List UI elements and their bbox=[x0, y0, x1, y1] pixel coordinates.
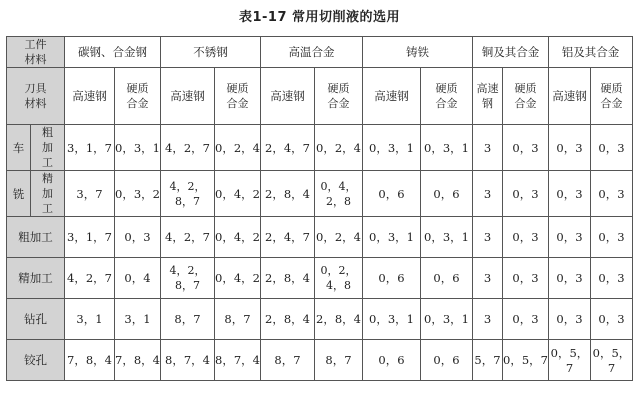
cell-text: 硬质 bbox=[327, 82, 350, 95]
cell-text: 精 bbox=[42, 172, 53, 185]
cell-text: 硬质 bbox=[514, 82, 537, 95]
data-cell bbox=[473, 217, 503, 258]
data-cell bbox=[65, 217, 115, 258]
cell-text: 高速钢 bbox=[270, 89, 305, 103]
data-cell bbox=[421, 125, 473, 171]
header-carbide bbox=[115, 68, 161, 125]
data-cell bbox=[115, 299, 161, 340]
cell-text: 4，8 bbox=[326, 279, 351, 292]
data-cell bbox=[473, 258, 503, 299]
cell-text: 加 bbox=[42, 187, 53, 200]
data-cell bbox=[161, 125, 215, 171]
data-cell bbox=[315, 299, 363, 340]
cell-text: 3，7 bbox=[76, 186, 103, 201]
cell-text: 高速 bbox=[476, 82, 499, 95]
cell-text: 0，3，1 bbox=[369, 312, 414, 326]
cell-text: 0，3 bbox=[598, 271, 625, 285]
cell-text: 硬质 bbox=[226, 82, 249, 95]
data-cell bbox=[503, 258, 549, 299]
data-cell bbox=[161, 258, 215, 299]
cell-text: 4，2，7 bbox=[67, 271, 112, 285]
cell-text: 0，3，2 bbox=[115, 186, 160, 201]
cell-text: 高速钢 bbox=[72, 89, 107, 103]
cell-text: 合金 bbox=[435, 97, 458, 110]
cell-text: 精加工 bbox=[18, 271, 53, 285]
cell-text: 0，3，1 bbox=[369, 140, 414, 155]
cell-text: 高速钢 bbox=[170, 89, 205, 103]
row-label bbox=[31, 171, 65, 217]
data-cell bbox=[161, 299, 215, 340]
data-cell bbox=[65, 258, 115, 299]
data-cell bbox=[363, 340, 421, 381]
cell-text: 0，3 bbox=[124, 230, 151, 244]
cell-text: 材料 bbox=[24, 97, 47, 110]
cell-text: 刀具 bbox=[24, 82, 47, 95]
header-carbide bbox=[215, 68, 261, 125]
cell-text: 2，4，7 bbox=[265, 140, 310, 155]
cell-text: 0，2，4 bbox=[215, 140, 260, 155]
cell-text: 0，3，1 bbox=[369, 230, 414, 244]
cell-text: 8，7 bbox=[174, 312, 201, 326]
row-label bbox=[7, 217, 65, 258]
data-cell bbox=[115, 340, 161, 381]
cell-text: 工件 bbox=[24, 38, 47, 51]
data-cell bbox=[315, 171, 363, 217]
data-cell bbox=[549, 299, 591, 340]
data-cell bbox=[503, 340, 549, 381]
table-title: 表1-17 常用切削液的选用 bbox=[238, 10, 401, 25]
cell-text: 硬质 bbox=[435, 82, 458, 95]
cell-text: 0，3，1 bbox=[115, 140, 160, 155]
cell-text: 8，7 bbox=[175, 194, 200, 208]
header-hss bbox=[65, 68, 115, 125]
cell-text: 0，6 bbox=[378, 186, 405, 201]
cell-text: 8，7 bbox=[274, 353, 301, 367]
data-cell bbox=[421, 258, 473, 299]
cell-text: 8，7，4 bbox=[165, 353, 210, 367]
cell-text: 0，2，4 bbox=[316, 140, 361, 155]
row-group-label bbox=[7, 125, 31, 171]
data-cell bbox=[215, 299, 261, 340]
row-group-label bbox=[7, 171, 31, 217]
header-hss bbox=[363, 68, 421, 125]
cell-text: 工 bbox=[42, 156, 53, 169]
data-cell bbox=[261, 340, 315, 381]
cell-text: 0，3，1 bbox=[424, 312, 469, 326]
cell-text: 0，3 bbox=[598, 312, 625, 326]
cell-text: 3 bbox=[483, 230, 492, 244]
cell-text: 2，8，4 bbox=[316, 312, 361, 326]
cell-text: 0，5，7 bbox=[550, 346, 589, 375]
cell-text: 8，7，4 bbox=[215, 353, 260, 367]
cell-text: 4，2， bbox=[169, 264, 206, 277]
data-cell bbox=[549, 340, 591, 381]
cell-text: 材料 bbox=[24, 53, 47, 66]
cell-text: 2，8，4 bbox=[265, 271, 310, 285]
cell-text: 铝及其合金 bbox=[561, 45, 620, 59]
data-cell bbox=[591, 217, 633, 258]
cell-text: 0，6 bbox=[433, 186, 460, 201]
table-row bbox=[7, 299, 633, 340]
cell-text: 铜及其合金 bbox=[481, 45, 540, 59]
cell-text: 0，3 bbox=[556, 312, 583, 326]
header-hss bbox=[549, 68, 591, 125]
cell-text: 0，3 bbox=[556, 271, 583, 285]
cell-text: 高速钢 bbox=[374, 89, 409, 103]
header-hss bbox=[473, 68, 503, 125]
data-cell bbox=[363, 171, 421, 217]
cell-text: 0，3 bbox=[556, 140, 583, 155]
cell-text: 合金 bbox=[327, 97, 350, 110]
cell-text: 合金 bbox=[600, 97, 623, 110]
data-cell bbox=[115, 217, 161, 258]
cell-text: 2，4，7 bbox=[265, 230, 310, 244]
header-carbide bbox=[591, 68, 633, 125]
header-material-group bbox=[363, 37, 473, 68]
row-label bbox=[7, 258, 65, 299]
cell-text: 4，2，7 bbox=[165, 230, 210, 244]
header-workpiece-material bbox=[7, 37, 65, 68]
data-cell bbox=[115, 258, 161, 299]
cell-text: 8，7 bbox=[224, 312, 251, 326]
cell-text: 4，2，7 bbox=[165, 140, 210, 155]
data-cell bbox=[473, 125, 503, 171]
data-cell bbox=[591, 171, 633, 217]
cell-text: 0，6 bbox=[433, 271, 460, 285]
data-cell bbox=[215, 217, 261, 258]
header-row-workpiece bbox=[7, 37, 633, 68]
cell-text: 0，5，7 bbox=[592, 346, 631, 375]
data-cell bbox=[261, 258, 315, 299]
data-cell bbox=[115, 171, 161, 217]
header-hss bbox=[261, 68, 315, 125]
table-row bbox=[7, 217, 633, 258]
data-cell bbox=[591, 299, 633, 340]
cell-text: 钻孔 bbox=[24, 312, 47, 326]
data-cell bbox=[591, 258, 633, 299]
data-cell bbox=[549, 258, 591, 299]
cell-text: 0，4，2 bbox=[215, 186, 260, 201]
cell-text: 加 bbox=[42, 141, 53, 154]
cell-text: 2，8 bbox=[326, 194, 351, 208]
cell-text: 0，3，1 bbox=[424, 140, 469, 155]
table-row bbox=[7, 171, 633, 217]
cell-text: 工 bbox=[42, 202, 53, 215]
data-cell bbox=[161, 340, 215, 381]
data-cell bbox=[591, 340, 633, 381]
cell-text: 车 bbox=[12, 140, 25, 155]
cell-text: 3 bbox=[483, 140, 492, 155]
cell-text: 0，3 bbox=[512, 186, 539, 201]
table-row bbox=[7, 258, 633, 299]
header-material-group bbox=[65, 37, 161, 68]
table-body bbox=[7, 37, 633, 381]
cell-text: 0，3 bbox=[512, 230, 539, 244]
data-cell bbox=[503, 171, 549, 217]
data-cell bbox=[421, 340, 473, 381]
data-cell bbox=[315, 217, 363, 258]
data-cell bbox=[363, 125, 421, 171]
cell-text: 3 bbox=[483, 312, 492, 326]
cell-text: 3，1 bbox=[76, 312, 103, 326]
cell-text: 0，6 bbox=[378, 271, 405, 285]
table-row bbox=[7, 125, 633, 171]
data-cell bbox=[261, 171, 315, 217]
data-cell bbox=[215, 340, 261, 381]
data-cell bbox=[261, 299, 315, 340]
data-cell bbox=[65, 299, 115, 340]
data-cell bbox=[315, 340, 363, 381]
header-carbide bbox=[315, 68, 363, 125]
cell-text: 合金 bbox=[126, 97, 149, 110]
data-cell bbox=[215, 125, 261, 171]
data-cell bbox=[591, 125, 633, 171]
cell-text: 3，1，7 bbox=[67, 140, 112, 155]
data-cell bbox=[421, 171, 473, 217]
data-cell bbox=[215, 258, 261, 299]
cell-text: 0，6 bbox=[378, 353, 405, 367]
cell-text: 7，8，4 bbox=[115, 353, 160, 367]
header-material-group bbox=[261, 37, 363, 68]
cell-text: 0，6 bbox=[433, 353, 460, 367]
cell-text: 碳钢、合金钢 bbox=[78, 45, 147, 59]
data-cell bbox=[363, 217, 421, 258]
cell-text: 铣 bbox=[12, 186, 25, 201]
row-label bbox=[7, 340, 65, 381]
data-cell bbox=[473, 171, 503, 217]
table-row bbox=[7, 340, 633, 381]
header-row-tool bbox=[7, 68, 633, 125]
row-label bbox=[7, 299, 65, 340]
cell-text: 3 bbox=[483, 271, 492, 285]
data-cell bbox=[261, 125, 315, 171]
cell-text: 3，1，7 bbox=[67, 230, 112, 244]
cell-text: 高速钢 bbox=[552, 89, 587, 103]
data-cell bbox=[261, 217, 315, 258]
data-cell bbox=[549, 125, 591, 171]
cell-text: 0，3 bbox=[556, 186, 583, 201]
cell-text: 0，3 bbox=[512, 140, 539, 155]
cell-text: 合金 bbox=[514, 97, 537, 110]
cell-text: 7，8，4 bbox=[67, 353, 112, 367]
data-cell bbox=[503, 299, 549, 340]
header-material-group bbox=[549, 37, 633, 68]
cell-text: 高温合金 bbox=[288, 45, 335, 59]
data-cell bbox=[363, 258, 421, 299]
header-material-group bbox=[161, 37, 261, 68]
data-cell bbox=[503, 125, 549, 171]
cell-text: 0，5，7 bbox=[503, 353, 548, 367]
cell-text: 0，3 bbox=[512, 271, 539, 285]
cell-text: 0，2， bbox=[320, 264, 357, 277]
data-cell bbox=[65, 125, 115, 171]
data-cell bbox=[115, 125, 161, 171]
data-cell bbox=[215, 171, 261, 217]
data-cell bbox=[549, 171, 591, 217]
header-carbide bbox=[421, 68, 473, 125]
cell-text: 硬质 bbox=[126, 82, 149, 95]
cell-text: 0，2，4 bbox=[316, 230, 361, 244]
data-cell bbox=[421, 217, 473, 258]
cell-text: 0，3 bbox=[512, 312, 539, 326]
header-carbide bbox=[503, 68, 549, 125]
cell-text: 5，7 bbox=[474, 353, 501, 367]
header-hss bbox=[161, 68, 215, 125]
data-cell bbox=[421, 299, 473, 340]
data-cell bbox=[161, 171, 215, 217]
data-cell bbox=[503, 217, 549, 258]
cell-text: 粗加工 bbox=[18, 230, 53, 244]
cell-text: 8，7 bbox=[175, 279, 200, 292]
data-cell bbox=[473, 340, 503, 381]
cell-text: 0，4， bbox=[320, 179, 357, 193]
cell-text: 0，4，2 bbox=[215, 271, 260, 285]
cell-text: 0，4，2 bbox=[215, 230, 260, 244]
cell-text: 硬质 bbox=[600, 82, 623, 95]
cell-text: 0，3 bbox=[556, 230, 583, 244]
cell-text: 0，3，1 bbox=[424, 230, 469, 244]
cell-text: 合金 bbox=[226, 97, 249, 110]
data-cell bbox=[549, 217, 591, 258]
cell-text: 4，2， bbox=[169, 179, 206, 193]
row-label bbox=[31, 125, 65, 171]
header-material-group bbox=[473, 37, 549, 68]
cutting-fluid-table bbox=[6, 36, 633, 381]
header-tool-material bbox=[7, 68, 65, 125]
data-cell bbox=[65, 340, 115, 381]
cell-text: 3 bbox=[483, 186, 492, 201]
data-cell bbox=[315, 125, 363, 171]
data-cell bbox=[363, 299, 421, 340]
data-cell bbox=[473, 299, 503, 340]
cell-text: 0，3 bbox=[598, 186, 625, 201]
cell-text: 2，8，4 bbox=[265, 312, 310, 326]
cell-text: 3，1 bbox=[124, 312, 151, 326]
cell-text: 0，4 bbox=[124, 271, 151, 285]
cell-text: 2，8，4 bbox=[265, 186, 310, 201]
cell-text: 钢 bbox=[482, 97, 493, 110]
data-cell bbox=[65, 171, 115, 217]
cell-text: 不锈钢 bbox=[193, 45, 228, 59]
data-cell bbox=[161, 217, 215, 258]
cell-text: 铰孔 bbox=[24, 353, 47, 367]
cell-text: 0，3 bbox=[598, 140, 625, 155]
cell-text: 铸铁 bbox=[406, 45, 429, 59]
data-cell bbox=[315, 258, 363, 299]
cell-text: 8，7 bbox=[325, 353, 352, 367]
cell-text: 粗 bbox=[42, 126, 53, 139]
cell-text: 0，3 bbox=[598, 230, 625, 244]
